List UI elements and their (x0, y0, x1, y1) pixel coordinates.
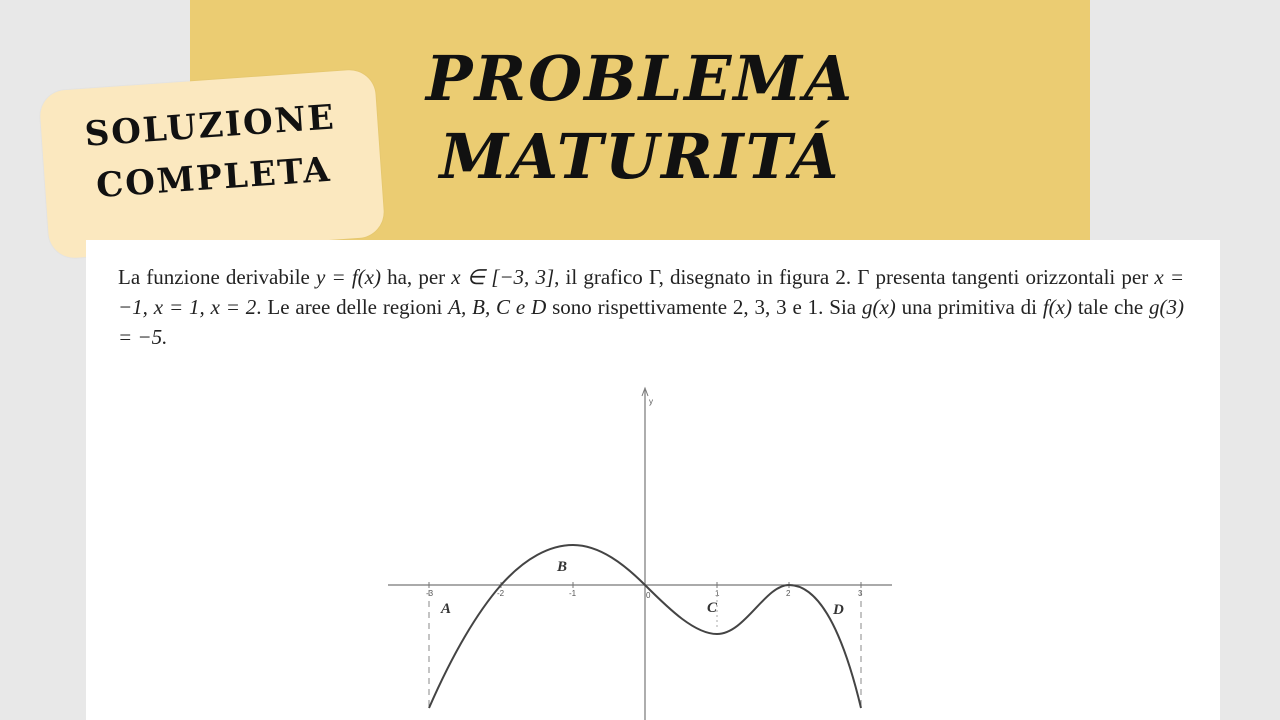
region-label-c: C (707, 600, 718, 616)
text-seg: ha, per (380, 265, 452, 289)
text-seg: tale che (1071, 295, 1149, 319)
text-seg: , il grafico Γ, disegnato in figura 2. Γ presenta tangenti orizzontali per (554, 265, 1155, 289)
x-tick-label: -1 (569, 589, 577, 598)
math-seg: x = −1, x = 1, x = 2 (118, 265, 1184, 319)
region-label-a: A (441, 601, 452, 617)
region-label-d: D (833, 602, 844, 618)
text-seg: una primitiva di (895, 295, 1043, 319)
y-axis-label: y (649, 397, 653, 406)
math-seg: g(x) (861, 295, 896, 319)
text-seg: La funzione derivabile (118, 265, 317, 289)
x-tick-label: -3 (426, 589, 434, 598)
math-seg: A, B, C e D (448, 295, 547, 319)
x-tick-label: 1 (715, 589, 720, 598)
x-tick-label: 2 (786, 589, 791, 598)
badge-line-2: COMPLETA (94, 149, 333, 207)
math-seg: y = f(x) (316, 265, 381, 289)
region-label-b: B (557, 559, 568, 575)
title-line-1: PROBLEMA (425, 42, 855, 115)
title-line-2: MATURITÁ (439, 120, 841, 193)
math-seg: x ∈ [−3, 3] (451, 265, 555, 289)
text-seg: sono rispettivamente 2, 3, 3 e 1. Sia (546, 295, 862, 319)
math-seg: g(3) = −5. (118, 295, 1184, 349)
badge-line-1: SOLUZIONE (83, 97, 337, 155)
x-tick-label: 3 (858, 589, 863, 598)
x-tick-label: 0 (646, 591, 651, 600)
math-seg: f(x) (1042, 295, 1072, 319)
x-tick-label: -2 (497, 589, 505, 598)
text-seg: . Le aree delle regioni (256, 295, 449, 319)
